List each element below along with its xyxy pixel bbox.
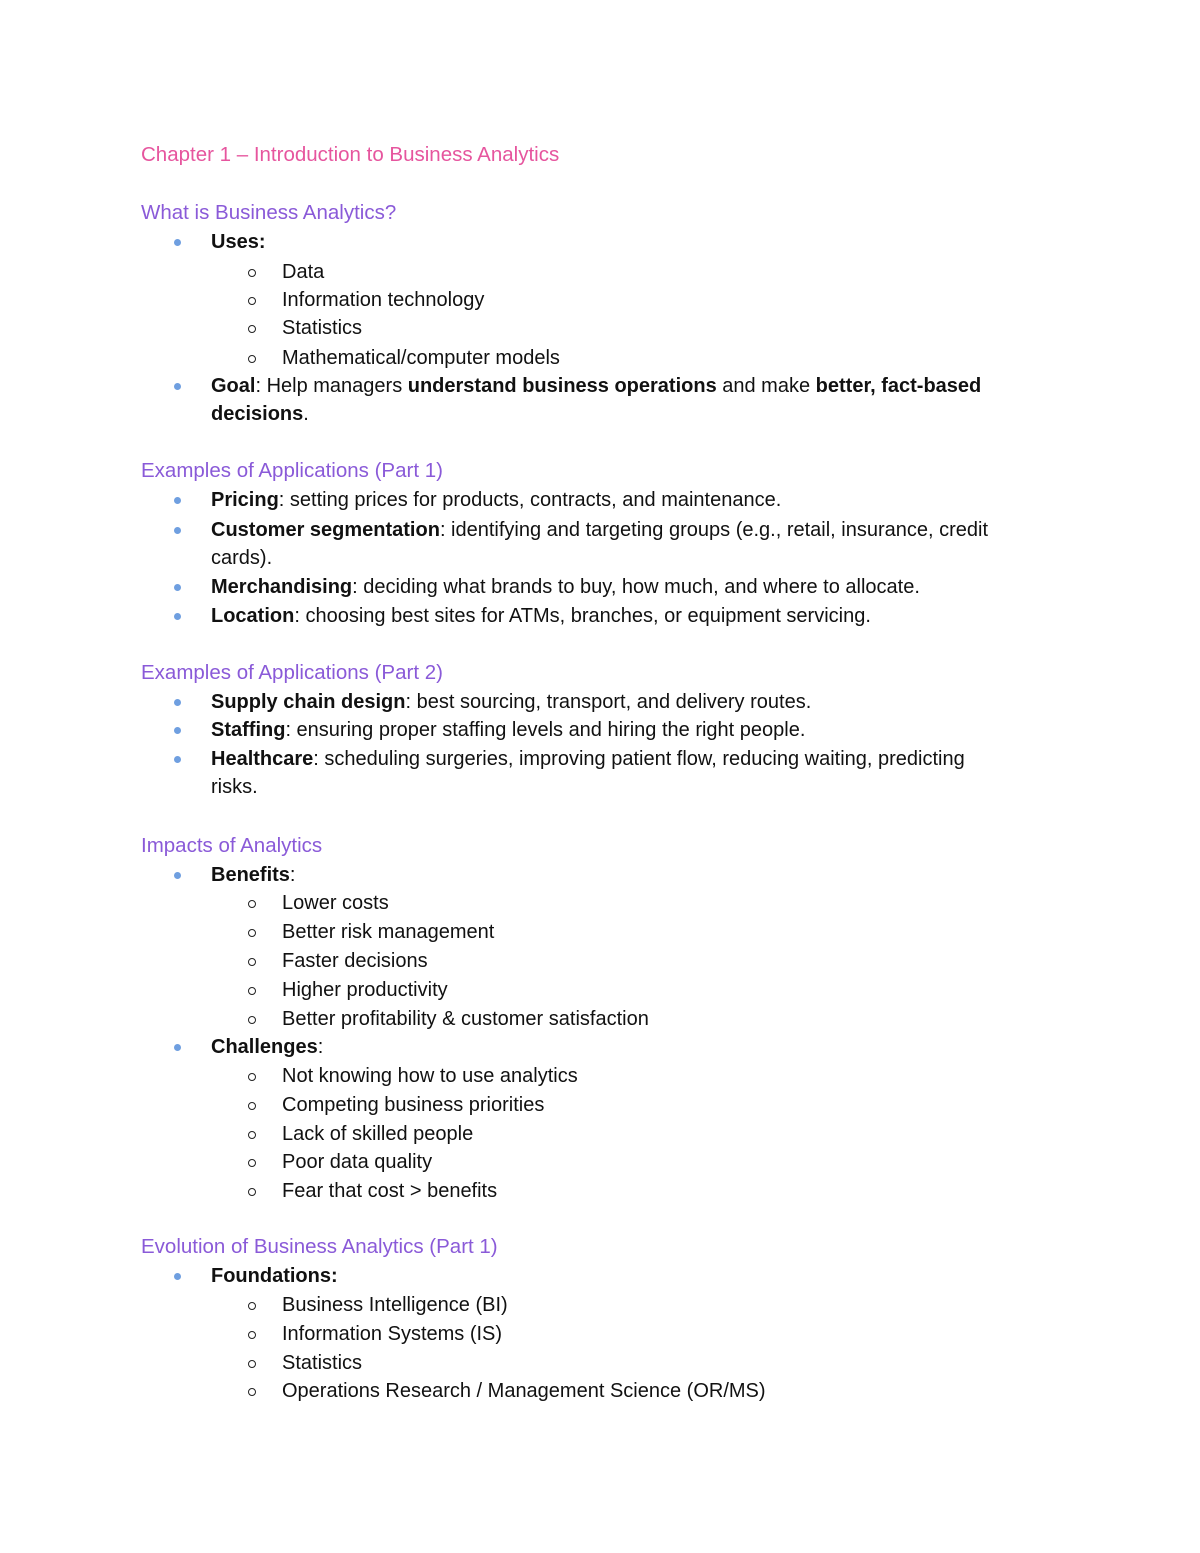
- sub-list-item: Statistics: [282, 1349, 362, 1377]
- bullet-icon: [174, 497, 181, 504]
- bullet-icon: [174, 872, 181, 879]
- sub-list-item: Not knowing how to use analytics: [282, 1062, 578, 1090]
- list-item-challenges: Challenges:: [211, 1033, 1061, 1061]
- sub-list-item: Fear that cost > benefits: [282, 1177, 497, 1205]
- circle-bullet-icon: [248, 1102, 256, 1110]
- circle-bullet-icon: [248, 1331, 256, 1339]
- list-item-foundations: Foundations:: [211, 1262, 1061, 1290]
- bullet-icon: [174, 727, 181, 734]
- sub-list-item: Better risk management: [282, 918, 494, 946]
- section-heading-applications-part2: Examples of Applications (Part 2): [141, 661, 443, 684]
- bullet-icon: [174, 613, 181, 620]
- sub-list-item: Operations Research / Management Science (OR/MS): [282, 1377, 766, 1405]
- section-heading-evolution-part1: Evolution of Business Analytics (Part 1): [141, 1235, 498, 1258]
- circle-bullet-icon: [248, 1360, 256, 1368]
- bullet-icon: [174, 699, 181, 706]
- list-item: Merchandising: deciding what brands to buy, how much, and where to allocate.: [211, 573, 1061, 601]
- sub-list-item: Information technology: [282, 286, 484, 314]
- circle-bullet-icon: [248, 1159, 256, 1167]
- circle-bullet-icon: [248, 325, 256, 333]
- bullet-icon: [174, 239, 181, 246]
- circle-bullet-icon: [248, 269, 256, 277]
- circle-bullet-icon: [248, 1073, 256, 1081]
- circle-bullet-icon: [248, 1302, 256, 1310]
- sub-list-item: Information Systems (IS): [282, 1320, 502, 1348]
- list-item: Customer segmentation: identifying and targeting groups (e.g., retail, insurance, credit cards).: [211, 516, 1061, 572]
- list-item: Staffing: ensuring proper staffing levels and hiring the right people.: [211, 716, 1061, 744]
- sub-list-item: Statistics: [282, 314, 362, 342]
- sub-list-item: Better profitability & customer satisfaction: [282, 1005, 649, 1033]
- sub-list-item: Faster decisions: [282, 947, 428, 975]
- circle-bullet-icon: [248, 355, 256, 363]
- sub-list-item: Lower costs: [282, 889, 389, 917]
- sub-list-item: Competing business priorities: [282, 1091, 544, 1119]
- bullet-icon: [174, 1044, 181, 1051]
- sub-list-item: Poor data quality: [282, 1148, 432, 1176]
- sub-list-item: Mathematical/computer models: [282, 344, 560, 372]
- section-heading-what-is-ba: What is Business Analytics?: [141, 201, 397, 224]
- bullet-icon: [174, 756, 181, 763]
- sub-list-item: Data: [282, 258, 324, 286]
- list-item: Supply chain design: best sourcing, transport, and delivery routes.: [211, 688, 1061, 716]
- circle-bullet-icon: [248, 900, 256, 908]
- circle-bullet-icon: [248, 1188, 256, 1196]
- list-item-goal: Goal: Help managers understand business operations and make better, fact-based decisions.: [211, 372, 1061, 428]
- page-title: Chapter 1 – Introduction to Business Analytics: [141, 143, 560, 166]
- sub-list-item: Higher productivity: [282, 976, 448, 1004]
- circle-bullet-icon: [248, 958, 256, 966]
- sub-list-item: Business Intelligence (BI): [282, 1291, 508, 1319]
- section-heading-applications-part1: Examples of Applications (Part 1): [141, 459, 443, 482]
- bullet-icon: [174, 584, 181, 591]
- circle-bullet-icon: [248, 1016, 256, 1024]
- circle-bullet-icon: [248, 1388, 256, 1396]
- list-item: Pricing: setting prices for products, contracts, and maintenance.: [211, 486, 1061, 514]
- bullet-icon: [174, 1273, 181, 1280]
- circle-bullet-icon: [248, 929, 256, 937]
- circle-bullet-icon: [248, 1131, 256, 1139]
- list-item-uses: Uses:: [211, 228, 1061, 256]
- list-item-benefits: Benefits:: [211, 861, 1061, 889]
- list-item: Location: choosing best sites for ATMs, branches, or equipment servicing.: [211, 602, 1061, 630]
- list-item: Healthcare: scheduling surgeries, improving patient flow, reducing waiting, predicting risks.: [211, 745, 1061, 801]
- bullet-icon: [174, 383, 181, 390]
- circle-bullet-icon: [248, 297, 256, 305]
- sub-list-item: Lack of skilled people: [282, 1120, 473, 1148]
- circle-bullet-icon: [248, 987, 256, 995]
- bullet-icon: [174, 527, 181, 534]
- section-heading-impacts: Impacts of Analytics: [141, 834, 323, 857]
